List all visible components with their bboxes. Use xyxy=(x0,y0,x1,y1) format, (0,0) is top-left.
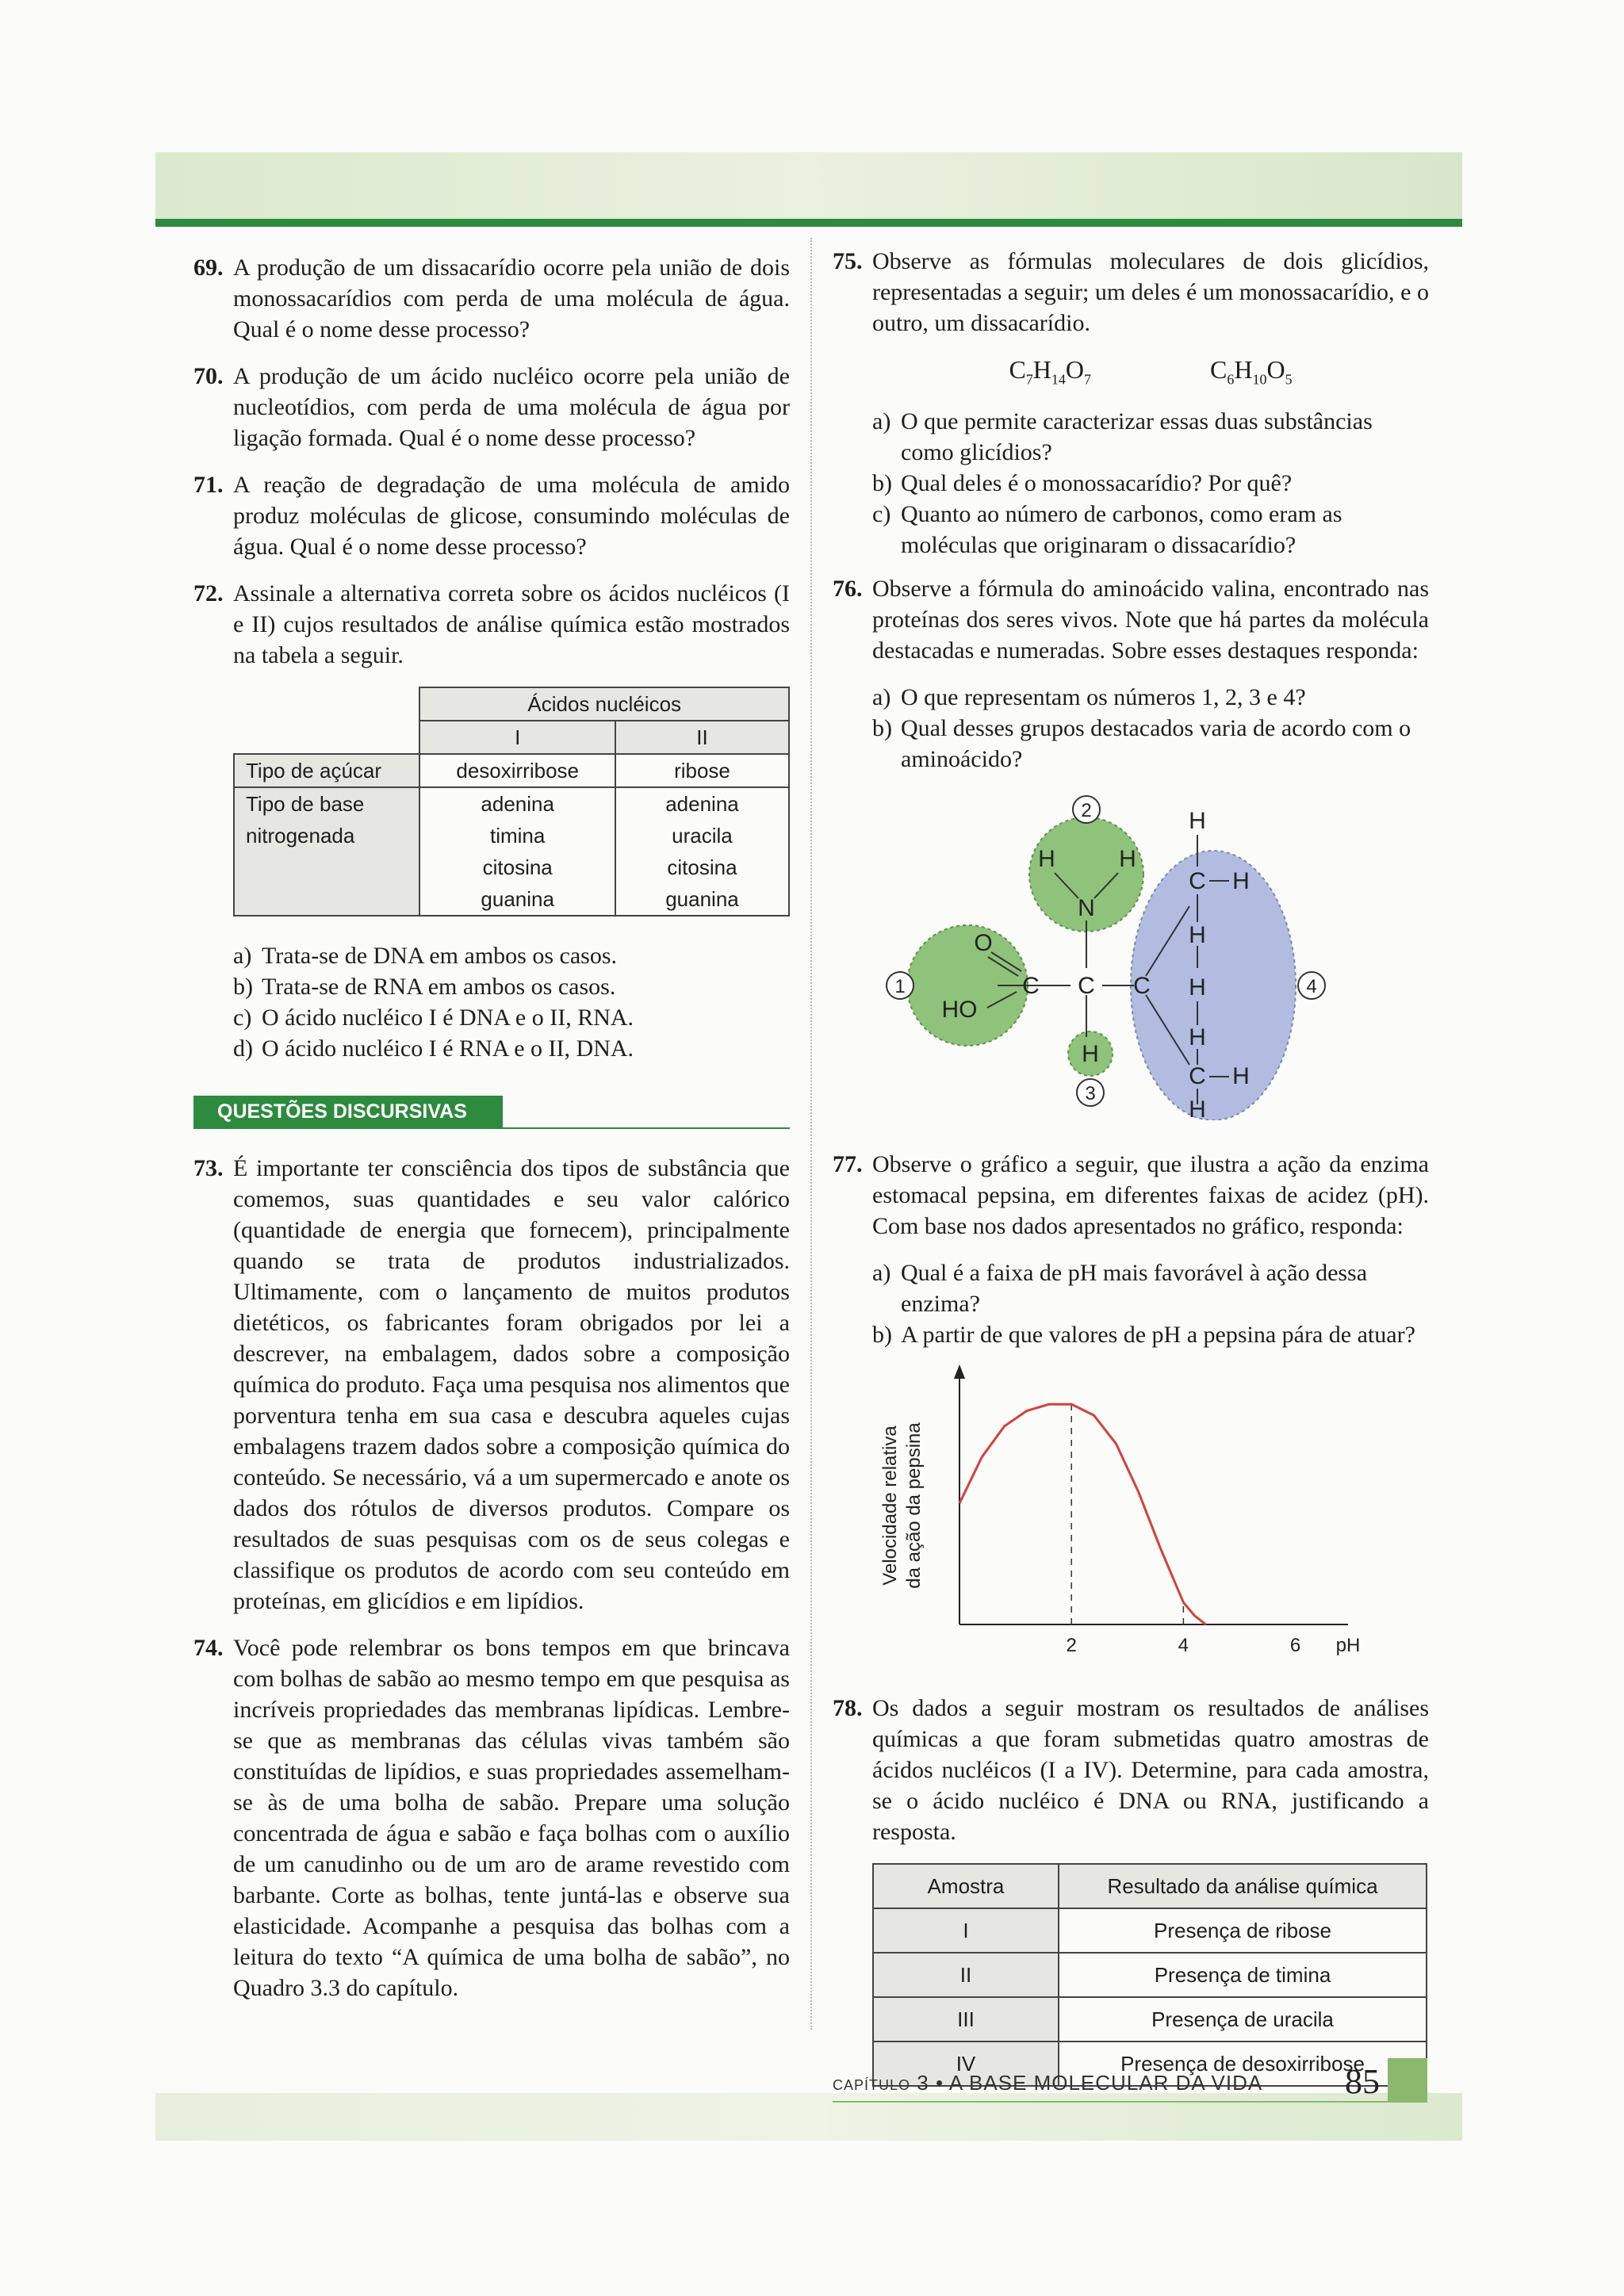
table-cell: III xyxy=(873,1997,1059,2042)
option xyxy=(872,1257,1429,1319)
question-number: 72. xyxy=(193,580,224,607)
left-column xyxy=(193,252,790,2019)
option-letter: a) xyxy=(872,684,891,711)
atom-label: H xyxy=(1189,974,1206,1001)
chapter-title xyxy=(833,2071,1262,2095)
footer-tab xyxy=(1388,2058,1427,2103)
page-footer xyxy=(833,2061,1427,2103)
formula-1: $C_7H_{14}O_7$ xyxy=(1009,355,1091,388)
x-axis-label: pH xyxy=(1335,1635,1361,1657)
group-number: 4 xyxy=(1306,976,1317,998)
question-number: 71. xyxy=(193,472,224,498)
atom-label: H xyxy=(1232,868,1250,895)
base-item: timina xyxy=(490,824,546,848)
option-letter: b) xyxy=(872,715,892,742)
question-77 xyxy=(833,1149,1429,1242)
atom-label: H xyxy=(1189,922,1206,949)
question-number: 78. xyxy=(833,1695,863,1722)
base-item: adenina xyxy=(665,792,739,816)
option-text: O que representam os números 1, 2, 3 e 4? xyxy=(901,684,1306,711)
q77-options xyxy=(872,1257,1429,1350)
question-69 xyxy=(193,252,790,345)
option-letter: c) xyxy=(872,501,891,528)
atom-label: C xyxy=(1189,1063,1206,1090)
chapter-name: 3 • A BASE MOLECULAR DA VIDA xyxy=(917,2071,1263,2095)
option-letter: a) xyxy=(872,408,891,435)
question-text: Observe o gráfico a seguir, que ilustra a ação da enzima estomacal pepsina, em diferentes faixas de acidez (pH). Com base nos dados apresentados no gráfico, responda: xyxy=(872,1151,1429,1240)
atom-label: H xyxy=(1082,1041,1099,1068)
question-text: É importante ter consciência dos tipos de substância que comemos, suas quantidades e seu valor calórico (quantidade de energia que fornecem), principalmente quando se trata de produtos industrializados. Ultimamente, com o lançamento de muitos produtos dietéticos, os fabricantes foram obrigados por lei a descrever, na embalagem, dados sobre a composição química do produto. Faça uma pesquisa nos alimentos que porventura tenha em sua casa e descubra aqueles cujas embalagens trazem dados sobre a composição química do conteúdo. Se necessário, vá a um supermercado e anote os dados dos rótulos de diversos produtos. Compare os resultados de suas pesquisas com os de seus colegas e classifique os produtos de acordo com seu conteúdo em proteínas, em glicídios e em lipídios. xyxy=(233,1155,790,1614)
table-header: Ácidos nucléicos xyxy=(419,687,789,721)
table-row xyxy=(873,1953,1427,1997)
option xyxy=(233,940,790,971)
table-col-header: I xyxy=(419,721,615,754)
question-number: 74. xyxy=(193,1635,224,1661)
option-letter: a) xyxy=(872,1260,891,1287)
option xyxy=(872,499,1429,561)
q72-options xyxy=(233,940,790,1064)
question-number: 73. xyxy=(193,1155,224,1181)
base-item: guanina xyxy=(481,887,554,911)
atom-label: H xyxy=(1038,846,1055,873)
option-text: O ácido nucléico I é RNA e o II, DNA. xyxy=(262,1035,634,1062)
option-text: Qual é a faixa de pH mais favorável à ação dessa enzima? xyxy=(901,1260,1368,1318)
series-line xyxy=(959,1405,1206,1625)
table-cell: IV xyxy=(873,2042,1059,2086)
question-text: A produção de um ácido nucléico ocorre pela união de nucleotídios, com perda de uma molécula de água por ligação formada. Qual é o nome desse processo? xyxy=(233,363,790,451)
option xyxy=(872,1319,1429,1350)
question-number: 69. xyxy=(193,254,224,281)
atom-label: HO xyxy=(941,997,978,1024)
atom-label: C xyxy=(1078,973,1095,1000)
option-letter: b) xyxy=(233,974,253,1000)
question-text: A reação de degradação de uma molécula de amido produz moléculas de glicose, consumindo moléculas de água. Qual é o nome desse processo? xyxy=(233,472,790,560)
table-header: Resultado da análise química xyxy=(1059,1864,1427,1908)
atom-label: O xyxy=(974,930,993,957)
question-74 xyxy=(193,1632,790,2003)
option-text: Qual deles é o monossacarídio? Por quê? xyxy=(901,470,1293,497)
question-text: Assinale a alternativa correta sobre os ácidos nucléicos (I e II) cujos resultados de análise química estão mostrados na tabela a seguir. xyxy=(233,580,790,668)
section-title: QUESTÕES DISCURSIVAS xyxy=(193,1096,503,1127)
table-header: Amostra xyxy=(873,1864,1059,1908)
option-letter: c) xyxy=(233,1004,252,1031)
chapter-label: CAPÍTULO xyxy=(833,2077,911,2093)
analysis-table xyxy=(872,1863,1427,2087)
atom-label: C xyxy=(1133,973,1151,1000)
option xyxy=(872,713,1429,775)
question-number: 75. xyxy=(833,248,863,274)
table-cell: Presença de desoxirribose xyxy=(1059,2042,1427,2086)
question-75 xyxy=(833,246,1429,339)
option-letter: b) xyxy=(872,470,892,497)
molecular-formulas xyxy=(872,354,1429,395)
option-letter: b) xyxy=(872,1322,892,1349)
formula-2: $C_6H_{10}O_5$ xyxy=(1210,355,1293,388)
atom-label: H xyxy=(1232,1063,1250,1090)
valine-diagram xyxy=(833,787,1429,1128)
table-cell: ribose xyxy=(615,754,789,787)
base-item: uracila xyxy=(672,824,733,848)
question-number: 76. xyxy=(833,576,863,603)
question-text: Você pode relembrar os bons tempos em que brincava com bolhas de sabão ao mesmo tempo em que pesquisa as incríveis propriedades das membranas lipídicas. Lembre-se que as membranas das células vivas também são constituídas de lipídios, e suas propriedades assemelham-se às de uma bolha de sabão. Prepare uma solução concentrada de água e sabão e faça bolhas com o auxílio de um canudinho ou de um aro de arame revestido com barbante. Corte as bolhas, tente juntá-las e observe sua elasticidade. Acompanhe a pesquisa das bolhas com a leitura do texto “A química de uma bolha de sabão”, no Quadro 3.3 do capítulo. xyxy=(233,1635,790,2001)
question-text: Observe a fórmula do aminoácido valina, encontrado nas proteínas dos seres vivos. Note que há partes da molécula destacadas e numeradas. Sobre esses destaques responda: xyxy=(872,576,1429,664)
table-row xyxy=(873,1908,1427,1953)
question-text: Os dados a seguir mostram os resultados de análises químicas a que foram submetidas quatro amostras de ácidos nucléicos (I a IV). Determine, para cada amostra, se o ácido nucléico é DNA ou RNA, justificando a resposta. xyxy=(872,1695,1429,1846)
table-cell xyxy=(419,787,615,916)
q76-options xyxy=(872,682,1429,775)
question-text: A produção de um dissacarídio ocorre pela união de dois monossacarídios com perda de uma molécula de água. Qual é o nome desse processo? xyxy=(233,254,790,342)
x-tick-label: 6 xyxy=(1289,1635,1301,1657)
question-73 xyxy=(193,1153,790,1617)
atom-label: H xyxy=(1189,1024,1206,1051)
base-item: adenina xyxy=(481,792,554,816)
group-number: 1 xyxy=(894,976,906,998)
atom-label: C xyxy=(1189,868,1206,895)
question-70 xyxy=(193,361,790,453)
atom-label: H xyxy=(1119,846,1136,873)
header-rule xyxy=(155,219,1462,227)
table-col-header: II xyxy=(615,721,789,754)
option xyxy=(233,1033,790,1064)
table-cell: Presença de timina xyxy=(1059,1953,1427,1997)
question-72 xyxy=(193,578,790,671)
option-text: O que permite caracterizar essas duas substâncias como glicídios? xyxy=(901,408,1373,466)
atom-label: N xyxy=(1078,895,1095,922)
table-cell: I xyxy=(873,1908,1059,1953)
base-item: guanina xyxy=(665,887,739,911)
table-cell: Presença de ribose xyxy=(1059,1908,1427,1953)
question-76 xyxy=(833,573,1429,666)
option-text: Qual desses grupos destacados varia de acordo com o aminoácido? xyxy=(901,715,1411,773)
option xyxy=(872,406,1429,468)
question-78 xyxy=(833,1693,1429,1847)
table-cell: II xyxy=(873,1953,1059,1997)
option-text: Trata-se de DNA em ambos os casos. xyxy=(262,943,617,969)
group-number: 2 xyxy=(1081,800,1092,822)
right-column xyxy=(833,246,1429,2087)
table-cell xyxy=(615,787,789,916)
table-row xyxy=(873,1997,1427,2042)
table-row-label: Tipo de açúcar xyxy=(234,754,419,787)
x-tick-label: 4 xyxy=(1178,1635,1189,1657)
question-71 xyxy=(193,469,790,562)
section-heading xyxy=(193,1096,790,1129)
question-number: 70. xyxy=(193,363,224,389)
option-text: A partir de que valores de pH a pepsina pára de atuar? xyxy=(901,1322,1415,1349)
q75-options xyxy=(872,406,1429,561)
y-axis-label: Velocidade relativa xyxy=(879,1425,901,1586)
table-row-label xyxy=(234,787,419,916)
row-label-line: Tipo de base xyxy=(246,792,365,816)
question-number: 77. xyxy=(833,1151,863,1178)
option xyxy=(872,468,1429,499)
header-band xyxy=(155,152,1462,225)
option-text: Quanto ao número de carbonos, como eram as moléculas que originaram o dissacarídio? xyxy=(901,501,1342,559)
atom-label: H xyxy=(1189,808,1206,835)
atom-label: H xyxy=(1189,1096,1206,1121)
option-letter: a) xyxy=(233,943,252,969)
option xyxy=(872,682,1429,713)
column-divider xyxy=(810,238,812,2030)
nucleic-acid-table xyxy=(233,687,790,916)
option-letter: d) xyxy=(233,1035,253,1062)
option-text: O ácido nucléico I é DNA e o II, RNA. xyxy=(262,1004,634,1031)
table-cell: Presença de uracila xyxy=(1059,1997,1427,2042)
question-text: Observe as fórmulas moleculares de dois glicídios, representadas a seguir; um deles é um monossacarídio, e o outro, um dissacarídio. xyxy=(872,248,1429,336)
x-tick-label: 2 xyxy=(1066,1635,1077,1657)
group-number: 3 xyxy=(1085,1083,1096,1105)
option xyxy=(233,971,790,1002)
y-axis-label: da ação da pepsina xyxy=(903,1422,925,1590)
base-item: citosina xyxy=(667,855,737,879)
row-label-line: nitrogenada xyxy=(246,824,355,848)
option xyxy=(233,1002,790,1033)
page-number: 85 xyxy=(1345,2062,1380,2101)
option-text: Trata-se de RNA em ambos os casos. xyxy=(262,974,616,1000)
table-cell: desoxirribose xyxy=(419,754,615,787)
base-item: citosina xyxy=(482,855,553,879)
pepsin-chart xyxy=(833,1363,1429,1672)
atom-label: C xyxy=(1022,973,1040,1000)
blue-group-4 xyxy=(1131,851,1296,1120)
y-axis-arrow xyxy=(954,1364,965,1379)
